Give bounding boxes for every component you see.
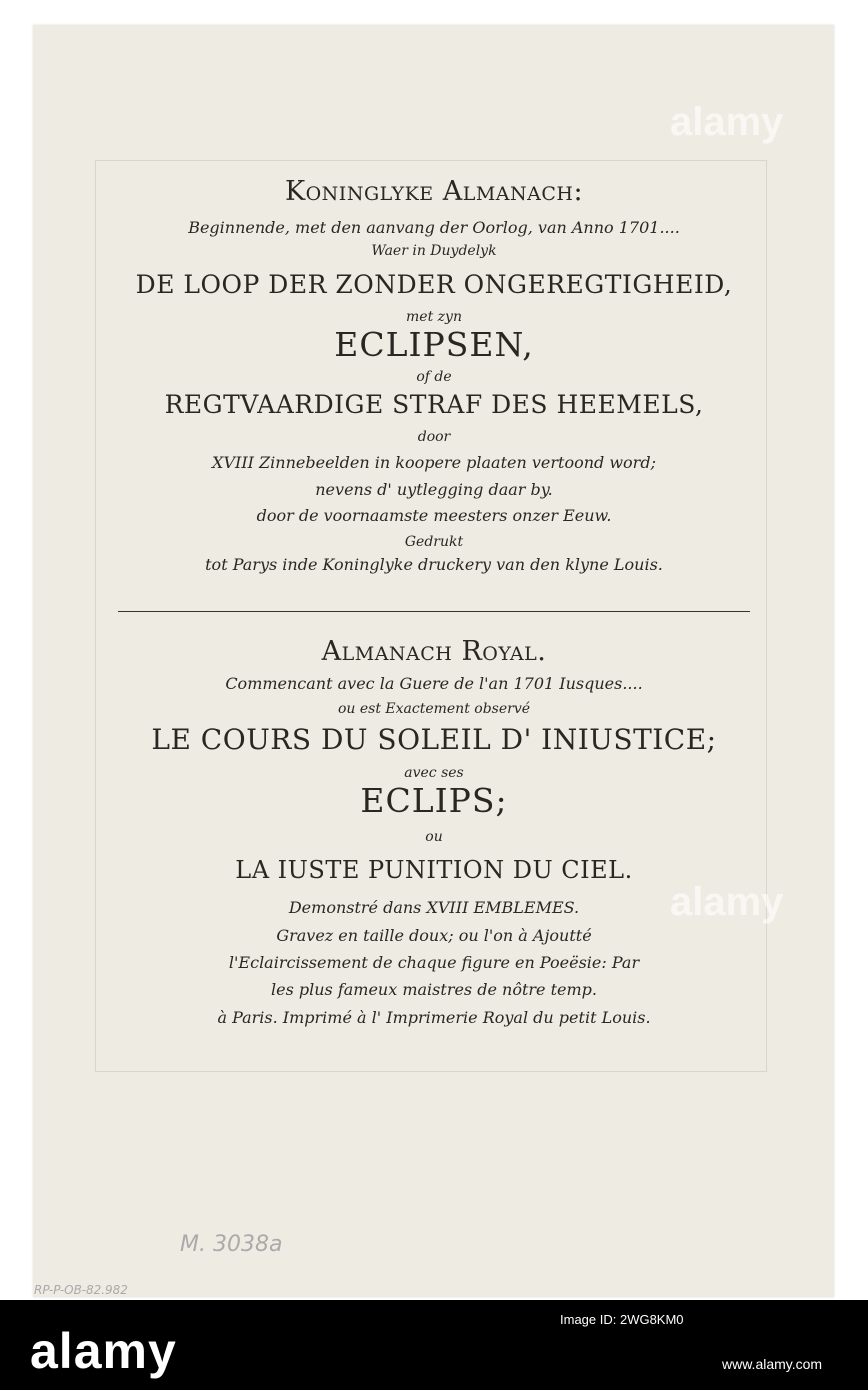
- dutch-heading-3: REGTVAARDIGE STRAF DES HEEMELS,: [164, 390, 704, 419]
- divider-line: [118, 611, 750, 612]
- french-line-4: ou: [425, 829, 443, 845]
- dutch-line-3: met zyn: [406, 309, 462, 325]
- french-line-2: ou est Exactement observé: [337, 701, 531, 717]
- pencil-number: M. 3038a: [180, 1232, 283, 1257]
- watermark-logo-2: alamy: [670, 880, 784, 924]
- dutch-line-9: Gedrukt: [404, 534, 464, 550]
- french-line-9: à Paris. Imprimé à l' Imprimerie Royal du petit Louis.: [217, 1008, 651, 1027]
- french-line-1: Commencant avec la Guere de l'an 1701 Iusques....: [225, 674, 643, 693]
- footer-logo: alamy: [30, 1323, 177, 1379]
- dutch-line-10: tot Parys inde Koninglyke druckery van den klyne Louis.: [205, 555, 663, 574]
- dutch-line-7: nevens d' uytlegging daar by.: [315, 480, 553, 499]
- dutch-line-8: door de voornaamste meesters onzer Eeuw.: [256, 506, 612, 525]
- inventory-number: RP-P-OB-82.982: [34, 1283, 128, 1297]
- french-line-6: Gravez en taille doux; ou l'on à Ajoutté: [276, 926, 592, 945]
- french-line-5: Demonstré dans XVIII EMBLEMES.: [288, 898, 580, 917]
- french-title: Almanach Royal.: [321, 636, 547, 667]
- watermark-logo: alamy: [670, 100, 784, 144]
- dutch-heading-1: DE LOOP DER ZONDER ONGEREGTIGHEID,: [135, 270, 733, 299]
- dutch-line-1: Beginnende, met den aanvang der Oorlog, van Anno 1701....: [188, 218, 680, 237]
- french-heading-3: LA IUSTE PUNITION DU CIEL.: [235, 856, 633, 884]
- dutch-heading-2: ECLIPSEN,: [334, 325, 534, 364]
- french-heading-1: LE COURS DU SOLEIL D' INIUSTICE;: [151, 723, 717, 756]
- french-heading-2: ECLIPS;: [360, 781, 508, 820]
- french-line-7: l'Eclaircissement de chaque figure en Poeësie: Par: [228, 953, 640, 972]
- french-line-3: avec ses: [404, 765, 464, 781]
- dutch-line-5: door: [417, 429, 451, 445]
- dutch-title: Koninglyke Almanach:: [284, 176, 584, 207]
- dutch-line-4: of de: [416, 369, 452, 385]
- french-line-8: les plus fameux maistres de nôtre temp.: [270, 980, 597, 999]
- dutch-line-6: XVIII Zinnebeelden in koopere plaaten vertoond word;: [212, 453, 656, 472]
- dutch-line-2: Waer in Duydelyk: [371, 243, 497, 259]
- image-id: Image ID: 2WG8KM0: [560, 1312, 684, 1327]
- footer-url[interactable]: www.alamy.com: [722, 1356, 823, 1372]
